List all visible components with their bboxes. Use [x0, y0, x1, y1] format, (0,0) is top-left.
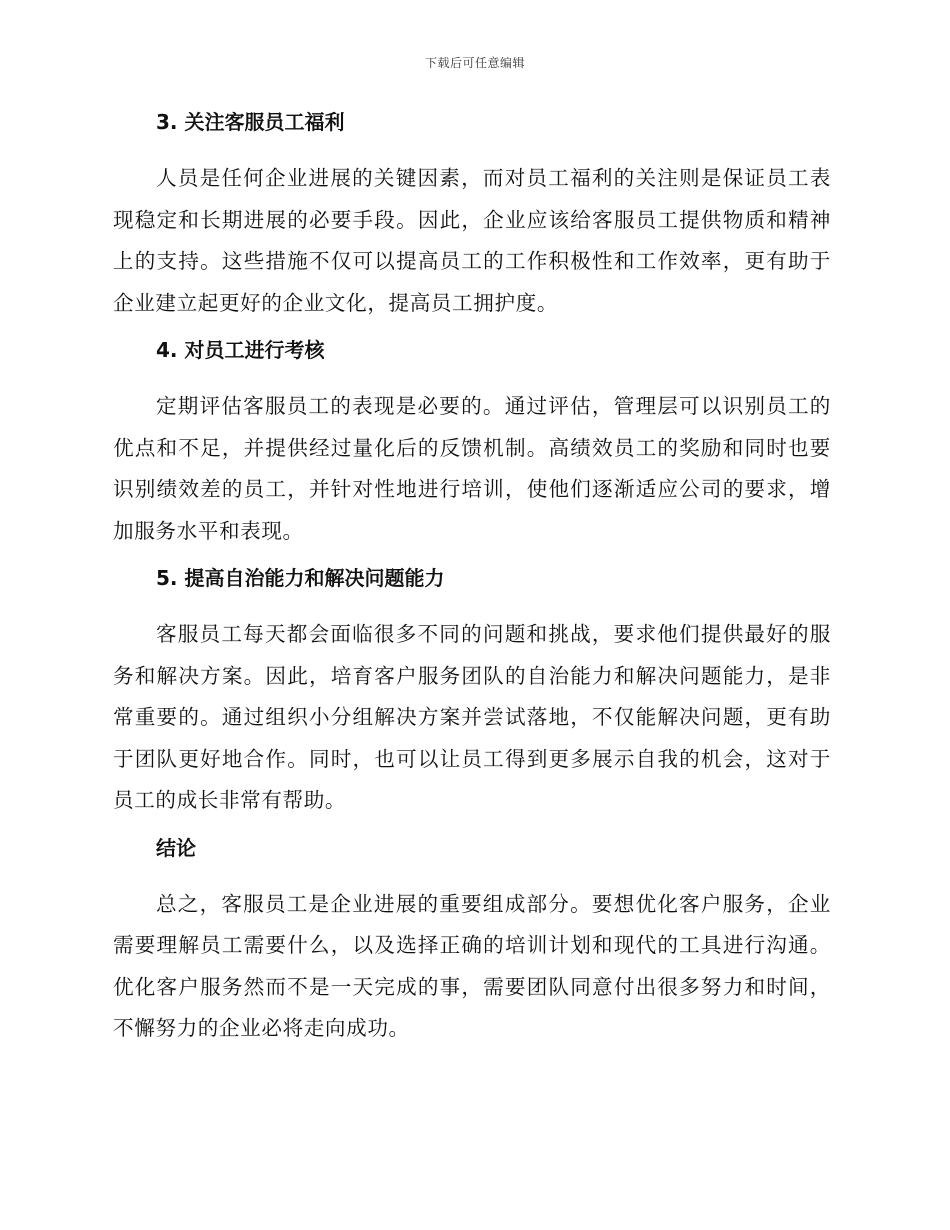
section-heading-conclusion: 结论 — [156, 835, 196, 860]
section-heading-autonomy-problem-solving: 5. 提高自治能力和解决问题能力 — [156, 566, 445, 590]
page-header-note: 下载后可任意编辑 — [424, 56, 525, 70]
section-paragraph-autonomy-problem-solving: 客服员工每天都会面临很多不同的问题和挑战，要求他们提供最好的服务和解决方案。因此，培育客户服务团队的自治能力和解决问题能力，是非常重要的。通过组织小分组解决方案并尝试落地，不仅能解决问题，更有助于团队更好地合作。同时，也可以让员工得到更多展示自我的机会，这对于员工的成长非常有帮助。 — [113, 622, 831, 812]
section-heading-employee-welfare: 3. 关注客服员工福利 — [156, 110, 345, 134]
section-heading-employee-assessment: 4. 对员工进行考核 — [156, 338, 325, 362]
section-paragraph-conclusion: 总之，客服员工是企业进展的重要组成部分。要想优化客户服务，企业需要理解员工需要什么，以及选择正确的培训计划和现代的工具进行沟通。优化客户服务然而不是一天完成的事，需要团队同意付出很多努力和时间，不懈努力的企业必将走向成功。 — [113, 891, 831, 1040]
document-body — [113, 108, 831, 1062]
section-paragraph-employee-welfare: 人员是任何企业进展的关键因素，而对员工福利的关注则是保证员工表现稳定和长期进展的必要手段。因此，企业应该给客服员工提供物质和精神上的支持。这些措施不仅可以提高员工的工作积极性和工作效率，更有助于企业建立起更好的企业文化，提高员工拥护度。 — [113, 166, 831, 315]
section-paragraph-employee-assessment: 定期评估客服员工的表现是必要的。通过评估，管理层可以识别员工的优点和不足，并提供经过量化后的反馈机制。高绩效员工的奖励和同时也要识别绩效差的员工，并针对性地进行培训，使他们逐渐适应公司的要求，增加服务水平和表现。 — [113, 394, 831, 543]
